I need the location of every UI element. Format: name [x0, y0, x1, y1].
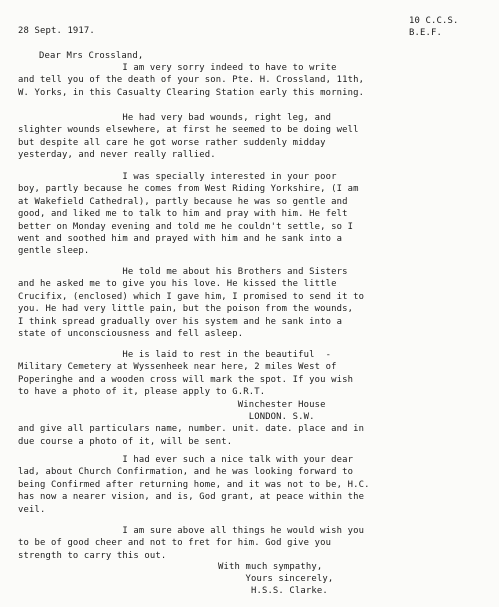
text-line: has now a nearer vision, and is, God grant, at peace within the — [18, 492, 365, 503]
text-line: He is laid to rest in the beautiful - — [18, 350, 332, 360]
text-line: Winchester House — [18, 399, 326, 410]
text-line: and tell you of the death of your son. Pte. H. Crossland, 11th, — [18, 75, 365, 86]
text-line: being Confirmed after returning home, and it was not to be, H.C. — [18, 479, 370, 490]
text-line: LONDON. S.W. — [18, 412, 315, 423]
text-line: He told me about his Brothers and Sisters — [18, 267, 348, 277]
text-line: went and soothed him and prayed with him and he sank into a — [18, 234, 343, 245]
text-line: yesterday, and never really rallied. — [18, 150, 216, 161]
text-line: I was specially interested in your poor — [18, 172, 337, 182]
paragraph-confirmation — [18, 454, 488, 516]
text-line: to have a photo of it, please apply to G.R.T. — [18, 387, 266, 398]
text-line: I had ever such a nice talk with your dear — [18, 455, 354, 465]
text-line: at Wakefield Cathedral), partly because he was so gentle and — [18, 196, 348, 207]
paragraph-death-notice — [18, 62, 488, 99]
text-line: state of unconsciousness and fell asleep. — [18, 329, 244, 340]
text-line: Crucifix, (enclosed) which I gave him, I promised to send it to — [18, 291, 365, 302]
signature-name: H.S.S. Clarke. — [218, 586, 328, 596]
text-line: gentle sleep. — [18, 246, 90, 257]
text-line: He had very bad wounds, right leg, and — [18, 113, 332, 123]
paragraph-comfort — [18, 525, 488, 562]
text-line: better on Monday evening and told me he couldn't settle, so I — [18, 221, 354, 232]
text-line: to be of good cheer and not to fret for him. God give you — [18, 538, 332, 549]
letter-date: 28 Sept. 1917. — [18, 26, 95, 36]
closing-line: Yours sincerely, — [218, 574, 334, 584]
text-line: Military Cemetery at Wyssenheek near here, 2 miles West of — [18, 362, 337, 373]
text-line: you. He had very little pain, but the poison from the wounds, — [18, 304, 354, 315]
paragraph-interest — [18, 171, 488, 258]
salutation: Dear Mrs Crossland, — [39, 51, 144, 61]
paragraph-wounds — [18, 112, 488, 162]
unit-address-line-2: B.E.F. — [409, 28, 442, 38]
text-line: strength to carry this out. — [18, 550, 167, 561]
text-line: W. Yorks, in this Casualty Clearing Station early this morning. — [18, 87, 365, 98]
paragraph-last-words — [18, 266, 488, 340]
text-line: I am very sorry indeed to have to write — [18, 63, 337, 73]
paragraph-burial — [18, 349, 488, 448]
text-line: and he asked me to give you his love. He kissed the little — [18, 279, 337, 290]
text-line: and give all particulars name, number. unit. date. place and in — [18, 424, 365, 435]
text-line: slighter wounds elsewhere, at first he seemed to be doing well — [18, 125, 359, 136]
text-line: lad, about Church Confirmation, and he was looking forward to — [18, 467, 354, 478]
text-line: good, and liked me to talk to him and pray with him. He felt — [18, 209, 348, 220]
text-line: boy, partly because he comes from West Riding Yorkshire, (I am — [18, 184, 359, 195]
text-line: I think spread gradually over his system and he sank into a — [18, 316, 343, 327]
closing-line: With much sympathy, — [218, 562, 323, 572]
text-line: veil. — [18, 504, 46, 515]
text-line: due course a photo of it, will be sent. — [18, 436, 233, 447]
text-line: but despite all care he got worse rather suddenly midday — [18, 137, 326, 148]
text-line: I am sure above all things he would wish you — [18, 526, 365, 536]
letter-closing — [218, 561, 333, 597]
text-line: Poperinghe and a wooden cross will mark the spot. If you wish — [18, 374, 354, 385]
unit-address-line-1: 10 C.C.S. — [409, 16, 459, 26]
